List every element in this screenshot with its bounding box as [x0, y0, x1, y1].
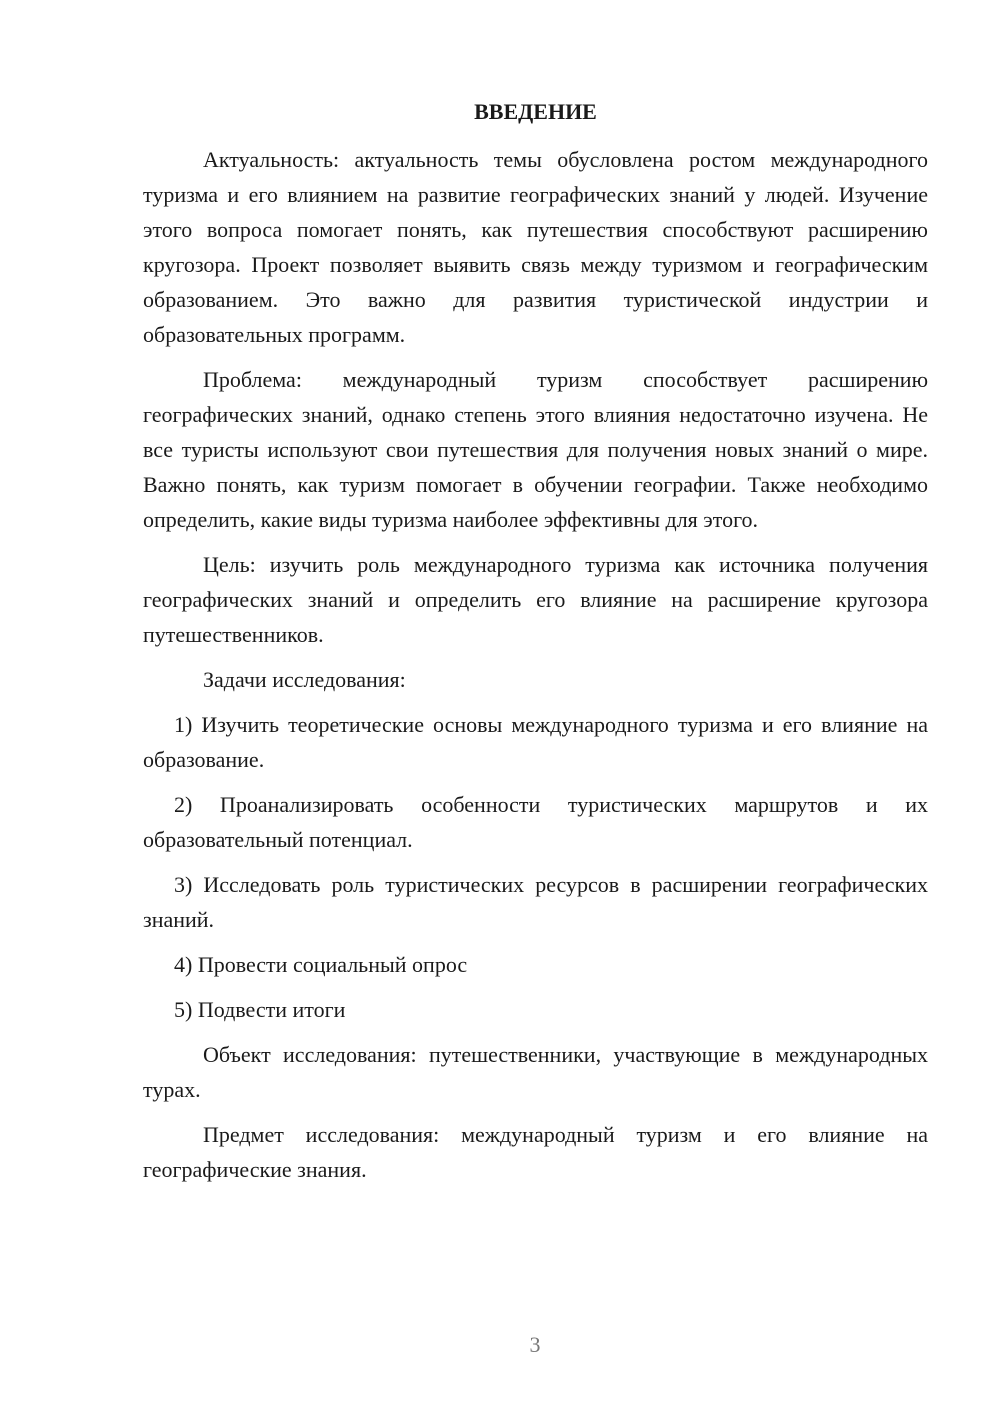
problem-paragraph: Проблема: международный туризм способствует расширению географических знаний, однако степень этого влияния недостаточно изучена. Не все туристы используют свои путешествия для получения новых знаний о мире. Важно понять, как туризм помогает в обучении географии. Также необходимо определить, какие виды туризма наиболее эффективны для этого.: [143, 367, 928, 532]
task-item-1: 1) Изучить теоретические основы международного туризма и его влияние на образование.: [143, 712, 928, 772]
task-item-3: 3) Исследовать роль туристических ресурсов в расширении географических знаний.: [143, 872, 928, 932]
task-item-5: 5) Подвести итоги: [174, 997, 346, 1022]
goal-paragraph: Цель: изучить роль международного туризма как источника получения географических знаний и определить его влияние на расширение кругозора путешественников.: [143, 552, 928, 647]
task-item-2: 2) Проанализировать особенности туристических маршрутов и их образовательный потенциал.: [143, 792, 928, 852]
relevance-paragraph: Актуальность: актуальность темы обусловлена ростом международного туризма и его влиянием на развитие географических знаний у людей. Изучение этого вопроса помогает понять, как путешествия способствуют расширению кругозора. Проект позволяет выявить связь между туризмом и географическим образованием. Это важно для развития туристической индустрии и образовательных программ.: [143, 147, 928, 347]
tasks-heading: Задачи исследования:: [203, 667, 406, 692]
object-paragraph: Объект исследования: путешественники, участвующие в международных турах.: [143, 1042, 928, 1102]
page-content: [143, 94, 928, 1197]
subject-paragraph: Предмет исследования: международный туризм и его влияние на географические знания.: [143, 1122, 928, 1182]
page-title: ВВЕДЕНИЕ: [474, 99, 597, 124]
page-number: 3: [529, 1332, 541, 1357]
task-item-4: 4) Провести социальный опрос: [174, 952, 468, 977]
